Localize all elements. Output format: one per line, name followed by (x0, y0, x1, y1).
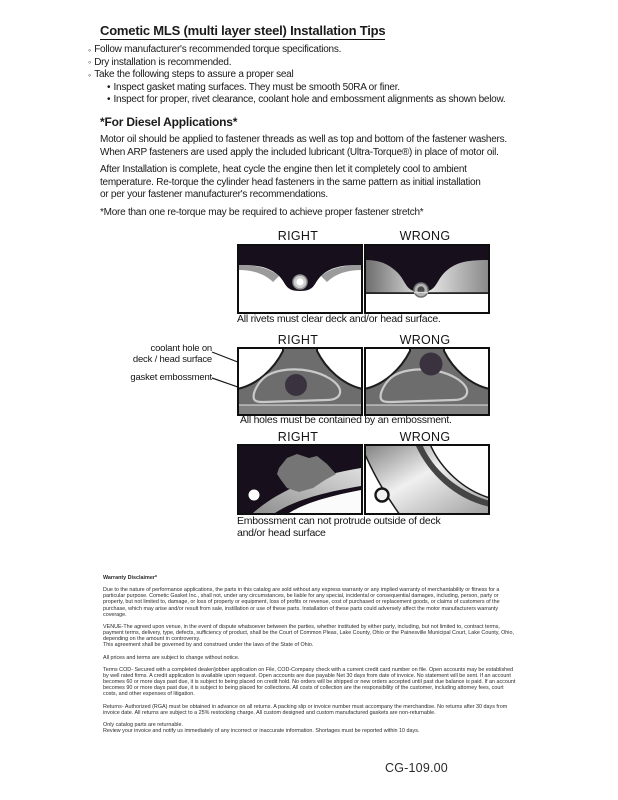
page-title-text: Cometic MLS (multi layer steel) Installation Tips (100, 23, 386, 38)
retorque-note: *More than one re-torque may be required to achieve proper fastener stretch* (100, 207, 424, 218)
paragraph-line: Motor oil should be applied to fastener threads as well as top and bottom of the fastener washers. (100, 134, 507, 145)
wrong-label-row2: WRONG (399, 333, 451, 347)
bullet-text: Inspect gasket mating surfaces. They must be smooth 50RA or finer. (113, 81, 400, 93)
list-item (107, 82, 505, 95)
disclaimer-paragraph: All prices and terms are subject to change without notice. (103, 654, 240, 661)
bullet-text: Inspect for proper, rivet clearance, coolant hole and embossment alignments as shown below. (113, 94, 506, 106)
label-line: deck / head surface (132, 353, 212, 365)
disclaimer-paragraph: Terms COD- Secured with a completed dealer/jobber application on File, COD-Company check with a current credit card number on file. Open accounts may be established by well rated firms. A credit application is available upon request. Open accounts are due payable Net 30 days from date of invoice. No statement will be sent. If an account becomes 60 or more days past due, it is subject to being placed on credit hold. No orders will be shipped or new orders accepted until past due balance is paid. If an account becomes 90 or more days past due, it is subject to being placed for collections. All costs of collection are the responsibility of the customer, including attorney fees, court costs, and other expenses of litigation. (103, 666, 516, 698)
right-label-row2: RIGHT (277, 333, 319, 347)
bolt-hole-icon (249, 490, 260, 501)
coolant-hole-label (100, 344, 212, 365)
bullet-text: Take the following steps to assure a proper seal (94, 69, 294, 81)
rivet-diagram-right (237, 244, 363, 314)
right-label-row1: RIGHT (277, 229, 319, 243)
bullet-text: Dry installation is recommended. (94, 56, 232, 68)
filled-bullet-icon: • (107, 94, 111, 106)
paragraph-line: After Installation is complete, heat cycle the engine then let it completely cool to ambient (100, 164, 467, 175)
bullet-text: Follow manufacturer's recommended torque specifications. (94, 44, 342, 55)
protrusion-diagram-wrong (364, 444, 490, 515)
rivet-diagram-wrong (364, 244, 490, 314)
coolant-hole-icon (420, 353, 443, 376)
row2-caption: All holes must be contained by an embossment. (240, 414, 452, 426)
gasket-embossment-label: gasket embossment (130, 372, 212, 383)
embossment-diagram-wrong (364, 347, 490, 416)
page-title (100, 22, 385, 40)
open-bullet-icon: ◦ (88, 69, 92, 80)
rivet-clear-illustration (239, 246, 361, 312)
disclaimer-paragraph: VENUE-The agreed upon venue, in the event of dispute whatsoever between the parties, whether instituted by either party, including, but not limited to, contract terms, payment terms, delivery, type, defects, sufficiency of product, shall be the Court of Common Pleas, Lake County, Ohio or the Painesville Municipal Court, Lake County, Ohio, depending on the amount in controversy. (103, 623, 514, 643)
paragraph-line: or per your fastener manufacturer's recommendations. (100, 189, 328, 201)
list-item (107, 94, 505, 107)
hole-outside-illustration (366, 349, 488, 414)
diesel-heading: *For Diesel Applications* (100, 115, 238, 129)
disclaimer-paragraph: Review your invoice and notify us immediately of any incorrect or inaccurate information. Shortages must be reported within 10 days. (103, 727, 420, 734)
label-line: coolant hole on (150, 343, 212, 354)
paragraph-line: When ARP fasteners are used apply the included lubricant (Ultra-Torque®) in place of motor oil. (100, 146, 499, 158)
embossment-diagram-right (237, 347, 363, 416)
paragraph-line: temperature. Re-torque the cylinder head fasteners in the same pattern as initial installation (100, 176, 481, 188)
bolt-hole-icon (376, 489, 389, 502)
rivet-interfere-illustration (366, 246, 488, 312)
warranty-disclaimer (103, 575, 519, 740)
coolant-hole-icon (285, 374, 307, 396)
right-label-row3: RIGHT (277, 430, 319, 444)
row3-caption (237, 515, 440, 539)
hole-contained-illustration (239, 349, 361, 414)
caption-line: and/or head surface (237, 527, 326, 539)
disclaimer-paragraph: This agreement shall be governed by and construed under the laws of the State of Ohio. (103, 642, 314, 649)
filled-bullet-icon: • (107, 81, 111, 93)
disclaimer-paragraph: Due to the nature of performance applications, the parts in this catalog are sold without any express warranty or any implied warranty of merchantability or fitness for a particular purpose. Cometic Gasket Inc., shall not, under any circumstances, be liable for any special, incidental or consequential damages, including, person, party or property, but not limited to, damage, or loss of property or equipment, loss of profits or revenue, cost of purchased or replacement goods, or claims of customers of the purchase, which may arise and/or result from sale, instillation or use of these parts. Installation of these parts could adversely affect the motor manufacturers warranty coverage. (103, 587, 500, 618)
embossment-inside-illustration (239, 446, 361, 513)
list-item (88, 57, 505, 70)
tips-bullet-list (88, 44, 505, 107)
row1-caption: All rivets must clear deck and/or head surface. (237, 313, 441, 325)
list-item (88, 69, 505, 82)
disclaimer-paragraph: Only catalog parts are returnable. (103, 721, 184, 728)
open-bullet-icon: ◦ (88, 44, 92, 55)
page-number: CG-109.00 (385, 761, 448, 775)
protrusion-diagram-right (237, 444, 363, 515)
caption-line: Embossment can not protrude outside of deck (237, 515, 441, 527)
disclaimer-paragraph: Returns- Authorized (RGA) must be obtained in advance on all returns. A packing slip or invoice number must accompany the merchandise. No returns after 30 days from invoice date. All returns are subject to a 25% restocking charge. All custom designed and custom manufactured gaskets are non-returnable. (103, 703, 508, 716)
diesel-paragraph-2 (100, 164, 481, 202)
disclaimer-title: Warranty Disclaimer* (103, 575, 158, 581)
diesel-paragraph-1 (100, 134, 507, 159)
wrong-label-row3: WRONG (399, 430, 451, 444)
embossment-protruding-illustration (366, 446, 488, 513)
wrong-label-row1: WRONG (399, 229, 451, 243)
open-bullet-icon: ◦ (88, 57, 92, 68)
list-item (88, 44, 505, 57)
